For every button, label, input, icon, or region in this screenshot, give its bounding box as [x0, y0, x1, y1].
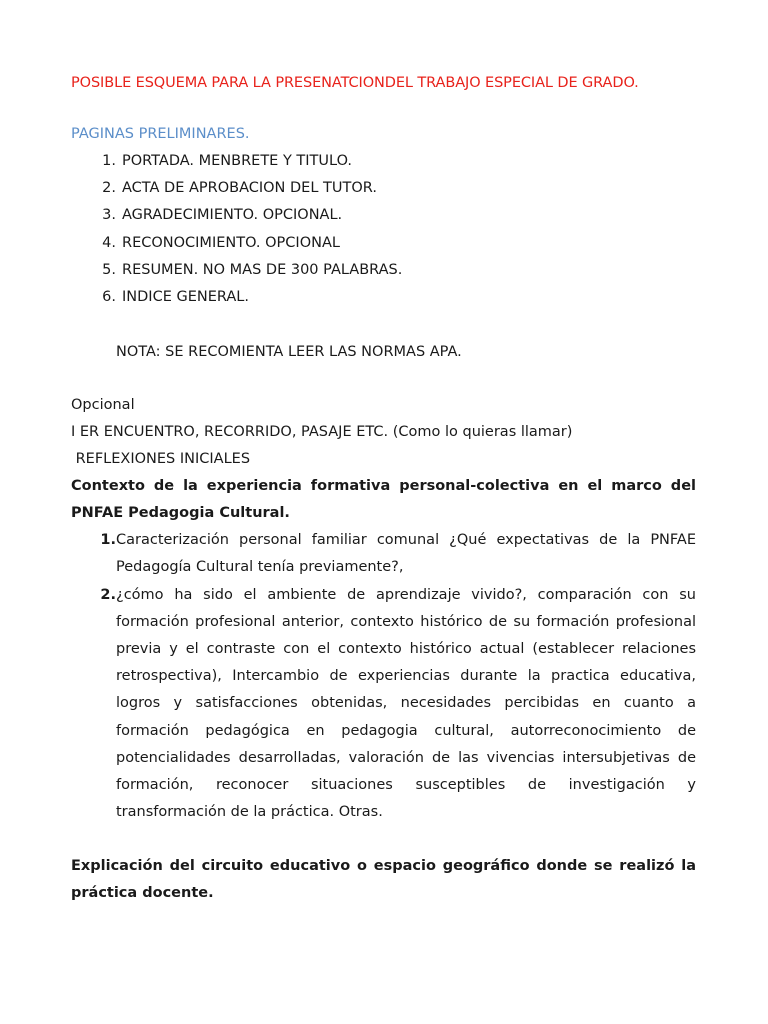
list-number: 6.	[102, 289, 116, 306]
list-number: 1.	[100, 532, 116, 549]
list-text: ¿cómo ha sido el ambiente de aprendizaje vivido?, comparación con su formación profesional anterior, contexto histórico de su formación profesional previa y el contraste con el contexto histórico actual (establecer relaciones retrospectiva), Intercambio de experiencias durante la practica educativa, logros y satisfacciones obtenidas, necesidades percibidas en cuanto a formación pedagógica en pedagogia cultural, autorreconocimiento de potencialidades desarrolladas, valoración de las vivencias intersubjetivas de formación, reconocer situaciones susceptibles de investigación y transformación de la práctica. Otras.	[116, 586, 696, 821]
list-item	[71, 527, 696, 581]
list-number: 5.	[102, 261, 116, 278]
list-text: RESUMEN. NO MAS DE 300 PALABRAS.	[122, 261, 403, 278]
list-text: RECONOCIMIENTO. OPCIONAL	[122, 234, 340, 251]
opcional-label: Opcional	[71, 397, 135, 414]
list-item	[71, 257, 696, 284]
list-text: AGRADECIMIENTO. OPCIONAL.	[122, 207, 343, 224]
encuentro-line: I ER ENCUENTRO, RECORRIDO, PASAJE ETC. (Como lo quieras llamar)	[71, 424, 573, 441]
list-item	[71, 230, 696, 257]
list-item	[71, 582, 696, 827]
document-title: POSIBLE ESQUEMA PARA LA PRESENATCIONDEL TRABAJO ESPECIAL DE GRADO.	[71, 75, 639, 91]
list-text: INDICE GENERAL.	[122, 289, 249, 306]
reflexiones-line: REFLEXIONES INICIALES	[71, 451, 251, 468]
spacer	[71, 826, 696, 853]
list-item	[71, 148, 696, 175]
preliminares-heading: PAGINAS PRELIMINARES.	[71, 126, 250, 142]
contexto-heading: Contexto de la experiencia formativa personal-colectiva en el marco del PNFAE Pedagogia Cultural.	[71, 478, 696, 522]
list-number: 3.	[102, 207, 116, 224]
contexto-list	[71, 527, 696, 826]
nota-text: NOTA: SE RECOMIENTA LEER LAS NORMAS APA.	[116, 344, 462, 361]
list-item	[71, 284, 696, 311]
list-text: PORTADA. MENBRETE Y TITULO.	[122, 153, 353, 169]
preliminares-list	[71, 148, 696, 311]
list-text: Caracterización personal familiar comunal ¿Qué expectativas de la PNFAE Pedagogía Cultural tenía previamente?,	[116, 532, 696, 576]
document-page	[71, 70, 696, 907]
list-number: 2.	[102, 180, 116, 197]
list-number: 2.	[100, 586, 116, 603]
list-item	[71, 175, 696, 202]
list-number: 1.	[102, 153, 116, 169]
list-number: 4.	[102, 234, 116, 251]
explicacion-heading: Explicación del circuito educativo o espacio geográfico donde se realizó la práctica docente.	[71, 858, 696, 902]
list-item	[71, 202, 696, 229]
list-text: ACTA DE APROBACION DEL TUTOR.	[122, 180, 377, 197]
